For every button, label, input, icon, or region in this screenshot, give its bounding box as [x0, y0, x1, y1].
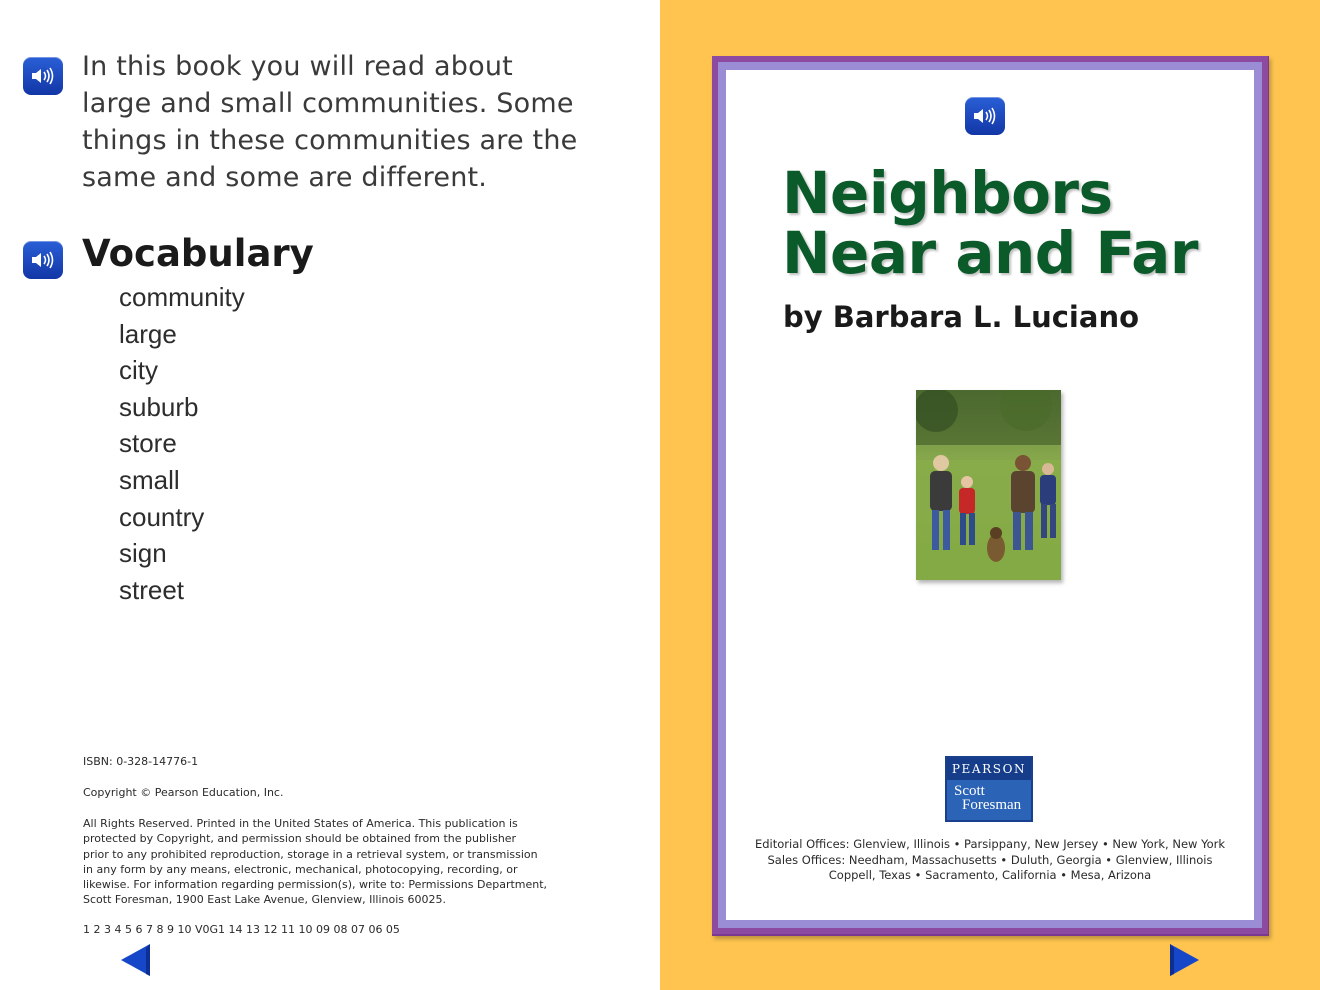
logo-pearson-text: PEARSON [947, 758, 1031, 780]
rights-line: All Rights Reserved. Printed in the United States of America. This publication is [83, 817, 518, 830]
offices-line: Editorial Offices: Glenview, Illinois • Parsippany, New Jersey • New York, New York [754, 837, 1226, 851]
copyright-text: Copyright © Pearson Education, Inc. [83, 786, 284, 799]
vocabulary-word: suburb [119, 391, 199, 422]
rights-line: prior to any prohibited reproduction, storage in a retrieval system, or transmission [83, 847, 538, 861]
previous-page-arrow-icon[interactable] [118, 942, 152, 978]
vocabulary-word: sign [119, 538, 167, 569]
rights-line: likewise. For information regarding permission(s), write to: Permissions Department, [83, 878, 548, 892]
rights-line: in any form by any means, electronic, mechanical, photocopying, recording, or [83, 862, 518, 876]
vocabulary-audio-button[interactable] [23, 241, 63, 279]
offices-line: Sales Offices: Needham, Massachusetts • Duluth, Georgia • Glenview, Illinois [767, 852, 1213, 867]
speaker-audio-icon [29, 66, 57, 86]
vocabulary-word: city [119, 355, 158, 386]
next-page-arrow-icon[interactable] [1168, 942, 1202, 978]
logo-line: Scott [954, 783, 985, 799]
book-title-line: Near and Far [782, 219, 1198, 287]
speaker-audio-icon [29, 250, 57, 270]
vocabulary-list [119, 279, 245, 608]
book-author: by Barbara L. Luciano [783, 300, 1140, 334]
title-audio-button[interactable] [965, 97, 1005, 135]
book-title-line: Neighbors [782, 159, 1113, 227]
vocabulary-word: small [119, 464, 180, 495]
speaker-audio-icon [971, 106, 999, 126]
rights-line: protected by Copyright, and permission should be obtained from the publisher [83, 832, 517, 846]
vocabulary-word: large [119, 318, 177, 349]
rights-line: Scott Foresman, 1900 East Lake Avenue, Glenview, Illinois 60025. [83, 893, 446, 907]
vocabulary-word: store [119, 428, 177, 459]
intro-audio-button[interactable] [23, 57, 63, 95]
publisher-offices [740, 837, 1240, 884]
logo-line: Foresman [962, 797, 1022, 813]
isbn-text: ISBN: 0-328-14776-1 [83, 755, 199, 768]
vocabulary-word: country [119, 501, 205, 532]
family-walking-photo [916, 390, 1061, 580]
rights-statement [83, 816, 573, 908]
pearson-scott-foresman-logo [945, 756, 1033, 822]
intro-paragraph: In this book you will read about large and small communities. Some things in these communities are the same and some are different. [82, 51, 578, 193]
book-title [782, 159, 1242, 287]
offices-line: Coppell, Texas • Sacramento, California • Mesa, Arizona [828, 868, 1152, 882]
vocabulary-word: community [119, 282, 245, 312]
logo-scott-foresman-text [947, 780, 1031, 812]
vocabulary-heading: Vocabulary [82, 232, 314, 275]
vocabulary-word: street [119, 574, 185, 605]
print-line: 1 2 3 4 5 6 7 8 9 10 V0G1 14 13 12 11 10 09 08 07 06 05 [83, 923, 400, 936]
